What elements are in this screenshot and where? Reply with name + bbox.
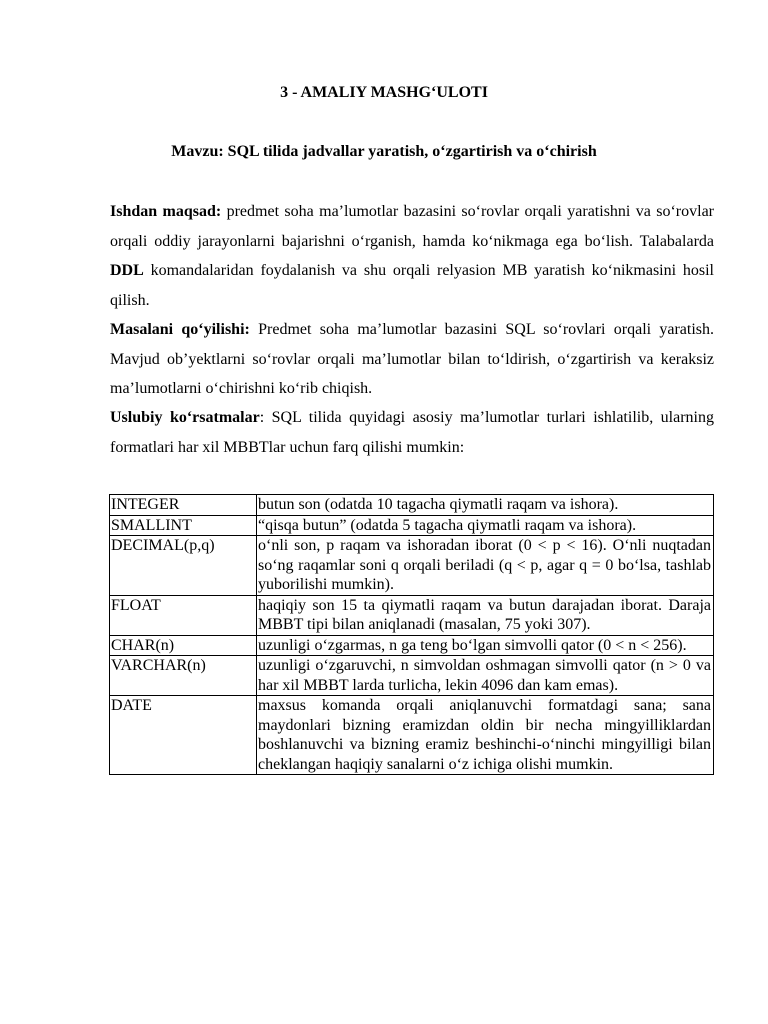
page-heading: 3 - AMALIY MASHG‘ULOTI [280, 84, 488, 101]
type-description-cell: butun son (odatda 10 tagacha qiymatli raqam va ishora). [257, 495, 714, 516]
type-description-cell: o‘nli son, p raqam va ishoradan iborat (0 < p < 16). O‘nli nuqtadan so‘ng raqamlar soni q orqali beriladi (q < p, agar q = 0 bo‘lsa, tashlab yuborilishi mumkin). [257, 536, 714, 596]
type-name-cell: INTEGER [110, 495, 257, 516]
type-description-cell: maxsus komanda orqali aniqlanuvchi formatdagi sana; sana maydonlari bizning eramizdan oldin bir necha mingyilliklardan boshlanuvchi va bizning eramiz beshinchi-o‘ninchi mingyilligi bilan cheklangan haqiqiy sanalarni o‘z ichiga olishi mumkin. [257, 696, 714, 775]
table-row [110, 595, 714, 635]
data-types-table [109, 494, 714, 775]
goal-text-2: komandalaridan foydalanish va shu orqali relyasion MB yaratish ko‘nikmasini hosil qilish. [110, 262, 714, 309]
table-row [110, 515, 714, 536]
goal-text-1: predmet soha ma’lumotlar bazasini so‘rovlar orqali yaratishni va so‘rovlar orqali oddiy jarayonlarni bajarishni o‘rganish, hamda ko‘nikmaga ega bo‘lish. Talabalarda [110, 203, 714, 250]
table-row [110, 635, 714, 656]
type-description-cell: “qisqa butun” (odatda 5 tagacha qiymatli raqam va ishora). [257, 515, 714, 536]
task-label: Masalani qo‘yilishi: [110, 321, 250, 338]
type-description-cell: haqiqiy son 15 ta qiymatli raqam va butun darajadan iborat. Daraja MBBT tipi bilan aniqlanadi (masalan, 75 yoki 307). [257, 595, 714, 635]
guidelines-paragraph [110, 403, 714, 462]
type-description-cell: uzunligi o‘zgaruvchi, n simvoldan oshmagan simvolli qator (n > 0 va har xil MBBT larda turlicha, lekin 4096 dan kam emas). [257, 656, 714, 696]
goal-paragraph [110, 197, 714, 315]
type-name-cell: DECIMAL(p,q) [110, 536, 257, 596]
table-row [110, 495, 714, 516]
page-subject: Mavzu: SQL tilida jadvallar yaratish, o‘zgartirish va o‘chirish [171, 143, 597, 160]
type-name-cell: DATE [110, 696, 257, 775]
type-name-cell: SMALLINT [110, 515, 257, 536]
table-row [110, 656, 714, 696]
task-text: Predmet soha ma’lumotlar bazasini SQL so‘rovlari orqali yaratish. Mavjud ob’yektlarni so‘rovlar orqali ma’lumotlar bilan to‘ldirish, o‘zgartirish va keraksiz ma’lumotlarni o‘chirishni ko‘rib chiqish. [110, 321, 715, 397]
guidelines-label: Uslubiy ko‘rsatmalar [110, 409, 260, 426]
task-paragraph [110, 315, 714, 404]
type-name-cell: VARCHAR(n) [110, 656, 257, 696]
goal-label: Ishdan maqsad: [110, 203, 222, 220]
type-description-cell: uzunligi o‘zgarmas, n ga teng bo‘lgan simvolli qator (0 < n < 256). [257, 635, 714, 656]
goal-bold-term: DDL [110, 262, 144, 279]
guidelines-text: : SQL tilida quyidagi asosiy ma’lumotlar turlari ishlatilib, ularning formatlari har xil MBBTlar uchun farq qilishi mumkin: [110, 409, 715, 456]
type-name-cell: CHAR(n) [110, 635, 257, 656]
table-row [110, 536, 714, 596]
table-row [110, 696, 714, 775]
type-name-cell: FLOAT [110, 595, 257, 635]
